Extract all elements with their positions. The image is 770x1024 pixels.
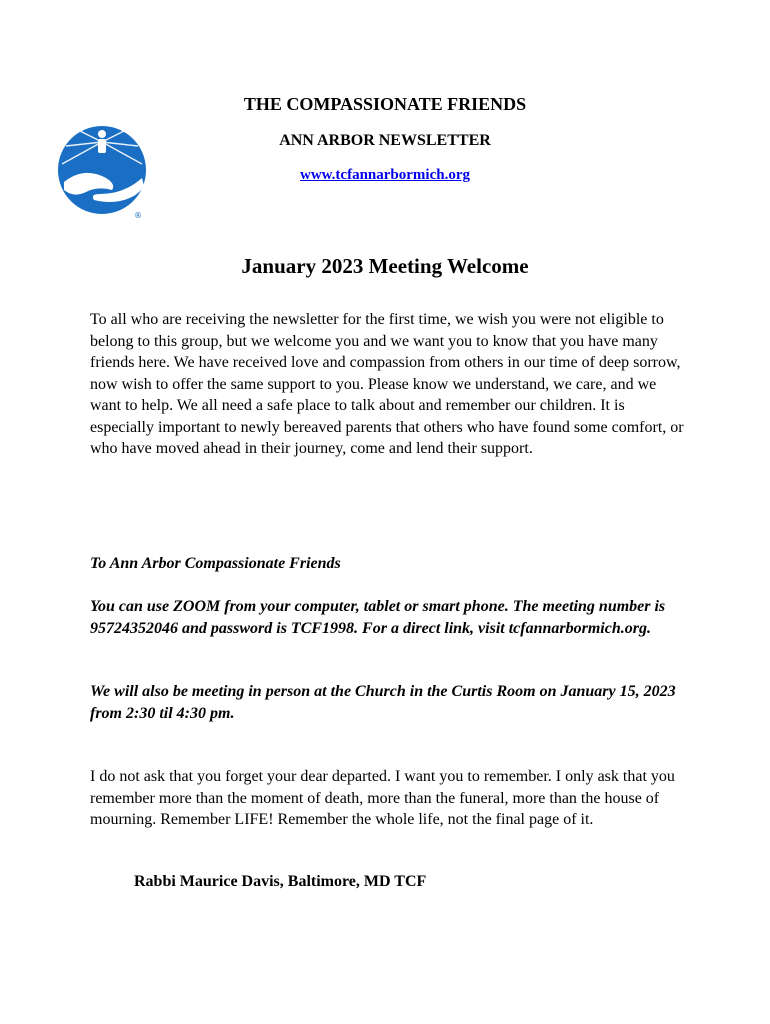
org-name: THE COMPASSIONATE FRIENDS [243, 94, 527, 114]
quote-paragraph: I do not ask that you forget your dear departed. I want you to remember. I only ask that you remember more than the moment of death, more than the funeral, more than the house of mourning. Remember LIFE! Remember the whole life, not the final page of it. [90, 768, 675, 828]
page-title: January 2023 Meeting Welcome [241, 254, 529, 278]
notice-greeting: To Ann Arbor Compassionate Friends [90, 555, 341, 572]
svg-text:®: ® [134, 211, 142, 220]
website-link[interactable]: www.tcfannarbormich.org [300, 167, 470, 183]
signature: Rabbi Maurice Davis, Baltimore, MD TCF [134, 873, 427, 890]
newsletter-subtitle: ANN ARBOR NEWSLETTER [279, 132, 491, 149]
in-person-notice: We will also be meeting in person at the Church in the Curtis Room on January 15, 2023 from 2:30 til 4:30 pm. [90, 683, 676, 722]
welcome-paragraph: To all who are receiving the newsletter for the first time, we wish you were not eligible to belong to this group, but we welcome you and we want you to know that you have many friends here. We have received love and compassion from others in our time of deep sorrow, now wish to offer the same support to you. Please know we understand, we care, and we want to help. We all need a safe place to talk about and remember our children. It is especially important to newly bereaved parents that others who have found some comfort, or who have moved ahead in their journey, come and lend their support. [90, 311, 684, 457]
compassionate-friends-logo-icon [54, 120, 154, 222]
zoom-notice: You can use ZOOM from your computer, tablet or smart phone. The meeting number is 95724352046 and password is TCF1998. For a direct link, visit tcfannarbormich.org. [90, 598, 666, 637]
